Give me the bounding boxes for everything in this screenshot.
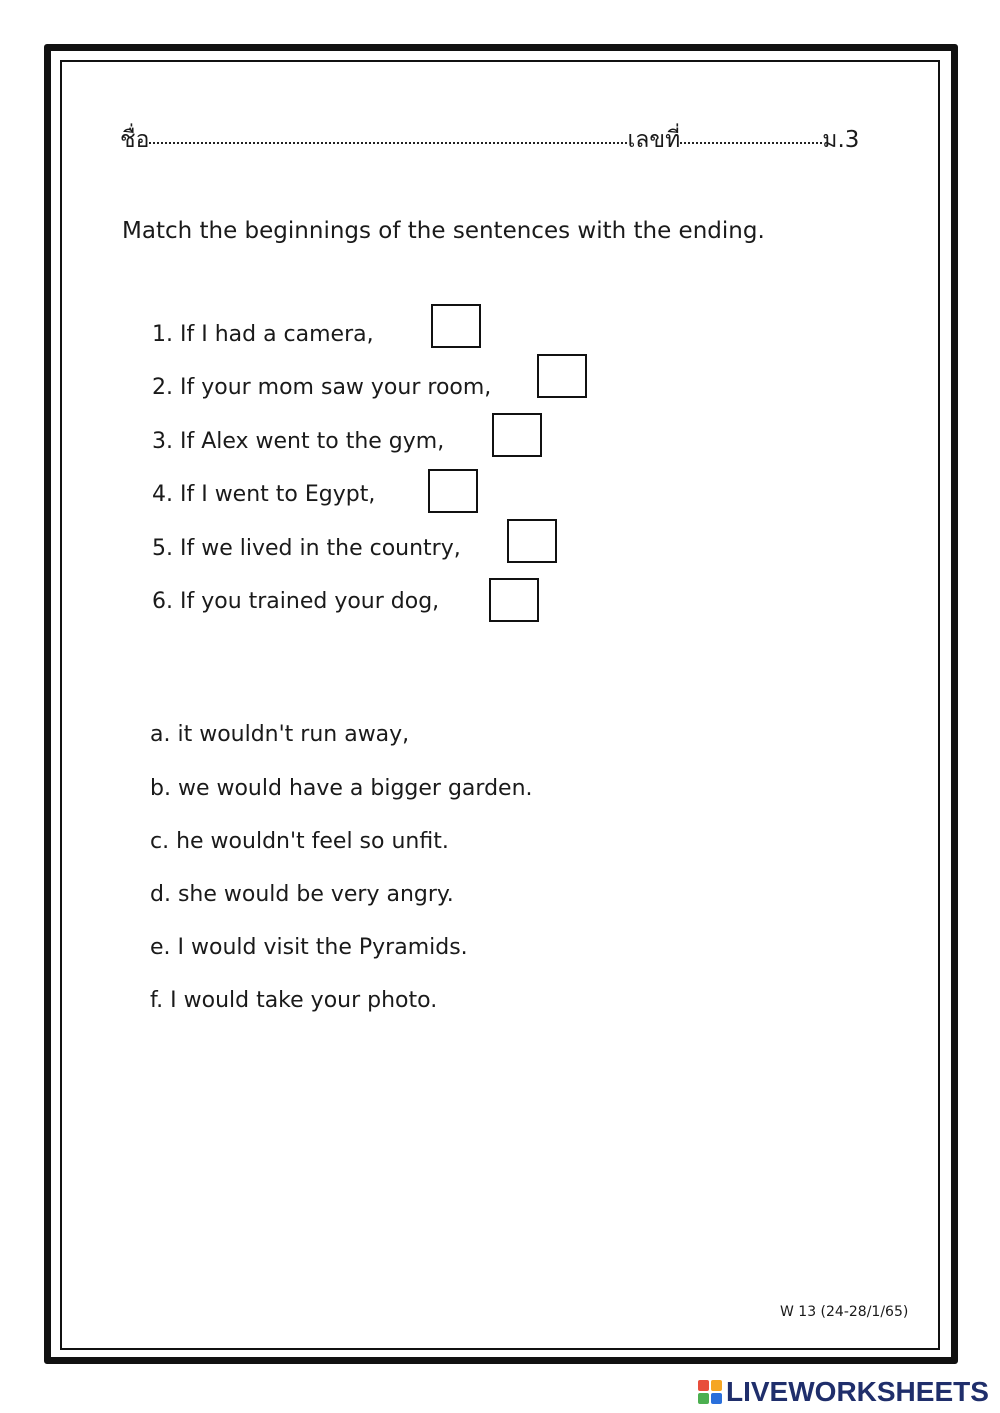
logo-square-4 [711,1393,722,1404]
ending-e: e. I would visit the Pyramids. [150,935,468,960]
beginning-3: 3. If Alex went to the gym, [152,429,445,454]
ending-a: a. it wouldn't run away, [150,722,410,747]
logo-square-2 [711,1380,722,1391]
logo-square-1 [698,1380,709,1391]
liveworksheets-logo-icon [698,1380,722,1404]
beginning-6: 6. If you trained your dog, [152,589,440,614]
beginning-1: 1. If I had a camera, [152,322,374,347]
brand-name: LIVEWORKSHEETS [726,1376,989,1407]
name-label: ชื่อ [120,127,150,153]
student-info-line [120,122,880,158]
ending-d: d. she would be very angry. [150,882,454,907]
answer-box-3[interactable] [492,413,542,457]
answer-box-4[interactable] [428,469,478,513]
worksheet-code: W 13 (24-28/1/65) [780,1304,909,1320]
beginning-2: 2. If your mom saw your room, [152,375,492,400]
beginning-5: 5. If we lived in the country, [152,536,461,561]
number-label: เลขที่ [627,127,681,153]
logo-square-3 [698,1393,709,1404]
ending-b: b. we would have a bigger garden. [150,776,533,801]
instruction-text: Match the beginnings of the sentences with the ending. [122,218,765,244]
ending-f: f. I would take your photo. [150,988,438,1013]
page-border-inner [60,60,940,1350]
beginning-4: 4. If I went to Egypt, [152,482,376,507]
answer-box-2[interactable] [537,354,587,398]
class-label: ม.3 [822,127,860,153]
liveworksheets-brand[interactable] [698,1376,989,1408]
answer-box-1[interactable] [431,304,481,348]
name-field[interactable] [149,142,627,144]
number-field[interactable] [680,142,822,144]
answer-box-6[interactable] [489,578,539,622]
ending-c: c. he wouldn't feel so unfit. [150,829,449,854]
answer-box-5[interactable] [507,519,557,563]
